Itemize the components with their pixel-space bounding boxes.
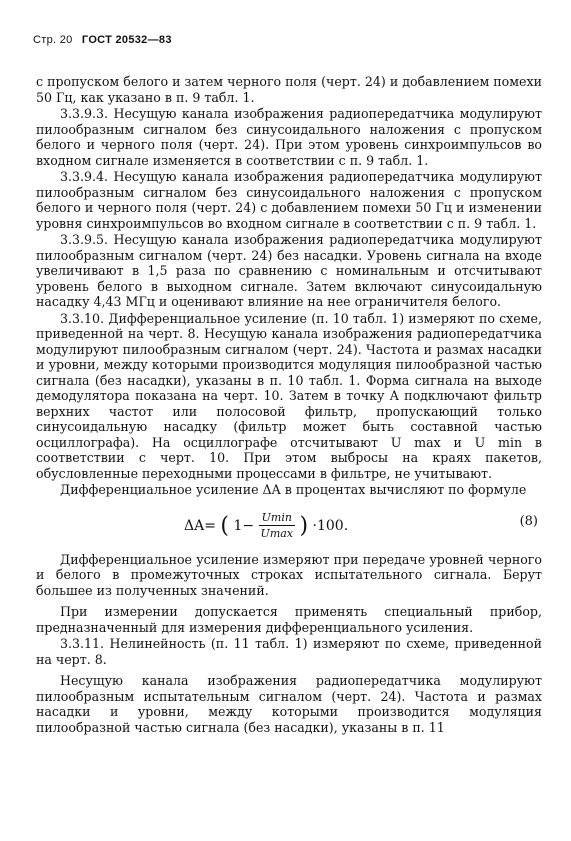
paragraph-measurement-levels: Дифференциальное усиление измеряют при передаче уровней черного и белого в промежуточных строках испытательного сигнала. Берут большее из полученных значений. [36, 551, 542, 598]
paragraph-special-device: При измерении допускается применять специальный прибор, предназначенный для измерения дифференциального усиления. [36, 604, 542, 635]
formula-fraction [259, 510, 295, 542]
paragraph-3-3-9-4: 3.3.9.4. Несущую канала изображения радиопередатчика модулируют пилообразным сигналом без синусоидального наложения с пропуском белого и черного поля (черт. 24) с добавлением помехи 50 Гц и изменении уровня синхроимпульсов во входном сигнале в соответствии с п. 9 табл. 1. [36, 169, 542, 231]
page-number: Стр. 20 [33, 34, 73, 46]
formula-numerator: Umin [259, 510, 295, 527]
paragraph-3-3-10: 3.3.10. Дифференциальное усиление (п. 10 табл. 1) измеряют по схеме, приведенной на черт. 8. Несущую канала изображения радиопередатчика модулируют пилообразным сигналом (черт. 24). Частота и размах насадки и уровни, между которыми производится модуляция пилообразной частью сигнала (без насадки), указаны в п. 10 табл. 1. Форма сигнала на выходе демодулятора показана на черт. 10. Затем в точку A подключают фильтр верхних частот или полосовой фильтр, пропускающий только синусоидальную насадку (фильтр может быть составной частью осциллографа). На осциллографе отсчитывают U max и U min в соответствии с черт. 10. При этом выбросы на краях пакетов, обусловленные переходными процессами в фильтре, не учитывают. [36, 310, 542, 481]
formula-denominator: Umax [260, 527, 294, 540]
formula-lhs: ΔA= [184, 517, 216, 534]
paragraph-continuation: с пропуском белого и затем черного поля (черт. 24) и добавлением помехи 50 Гц, как указано в п. 9 табл. 1. [36, 74, 542, 105]
page-header [33, 34, 172, 46]
document-body [36, 74, 542, 736]
formula-left-paren: ( [220, 512, 229, 538]
standard-designation: ГОСТ 20532—83 [81, 34, 172, 46]
formula-number: (8) [519, 513, 538, 529]
formula-expression [184, 510, 348, 542]
formula-one-minus: 1− [233, 517, 255, 534]
paragraph-nonlinearity-modulation: Несущую канала изображения радиопередатчика модулируют пилообразным испытательным сигналом (черт. 24). Частота и размах насадки и уровни, между которыми производится модуляция пилообразной частью сигнала (без насадки), указаны в п. 11 [36, 673, 542, 735]
paragraph-3-3-9-5: 3.3.9.5. Несущую канала изображения радиопередатчика модулируют пилообразным сигналом (черт. 24) без насадки. Уровень сигнала на входе увеличивают в 1,5 раза по сравнению с номинальным и отсчитывают уровень белого в выходном сигнале. Затем включают синусоидальную насадку 4,43 МГц и оценивают влияние на нее ограничителя белого. [36, 232, 542, 309]
formula-8 [36, 502, 542, 546]
formula-tail: ·100. [312, 517, 349, 534]
paragraph-3-3-9-3: 3.3.9.3. Несущую канала изображения радиопередатчика модулируют пилообразным сигналом без синусоидального наложения с пропуском белого и черного поля (черт. 24). При этом уровень синхроимпульсов во входном сигнале изменяется в соответствии с п. 9 табл. 1. [36, 106, 542, 168]
paragraph-3-3-11: 3.3.11. Нелинейность (п. 11 табл. 1) измеряют по схеме, приведенной на черт. 8. [36, 636, 542, 667]
paragraph-formula-intro: Дифференциальное усиление ΔA в процентах вычисляют по формуле [60, 482, 527, 497]
formula-right-paren: ) [299, 512, 309, 538]
